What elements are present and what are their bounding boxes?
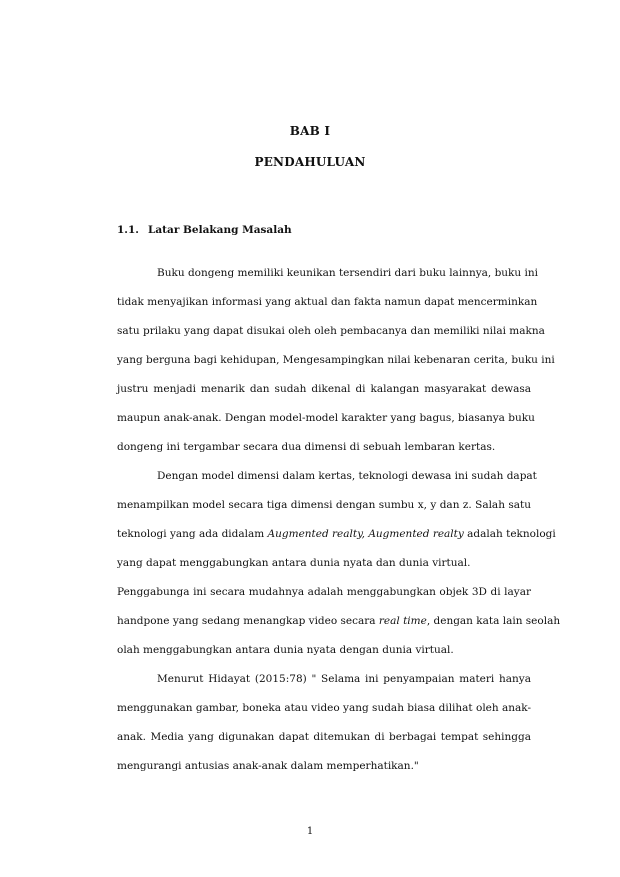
- chapter-number: BAB I: [289, 124, 331, 138]
- paragraph-line: maupun anak-anak. Dengan model-model karakter yang bagus, biasanya buku: [117, 412, 535, 424]
- paragraph-line: Buku dongeng memiliki keunikan tersendiri dari buku lainnya, buku ini: [157, 267, 538, 279]
- paragraph-line: [117, 614, 561, 628]
- text-run: teknologi yang ada didalam: [117, 528, 268, 540]
- text-run: adalah teknologi: [463, 528, 556, 540]
- paragraph-line: menggunakan gambar, boneka atau video yang sudah biasa dilihat oleh anak-: [117, 702, 531, 714]
- paragraph-line: [117, 527, 556, 541]
- paragraph-line: menampilkan model secara tiga dimensi dengan sumbu x, y dan z. Salah satu: [117, 499, 531, 511]
- paragraph-line: dongeng ini tergambar secara dua dimensi di sebuah lembaran kertas.: [117, 441, 496, 453]
- section-heading: [117, 224, 292, 236]
- paragraph-line: satu prilaku yang dapat disukai oleh oleh pembacanya dan memiliki nilai makna: [117, 325, 545, 337]
- paragraph-line: justru menjadi menarik dan sudah dikenal di kalangan masyarakat dewasa: [117, 383, 531, 395]
- section-title: Latar Belakang Masalah: [148, 224, 292, 236]
- italic-term: Augmented realty, Augmented realty: [267, 528, 464, 540]
- italic-term: real time: [378, 615, 427, 627]
- paragraph-line: yang dapat menggabungkan antara dunia nyata dan dunia virtual.: [117, 557, 471, 569]
- paragraph-line: Dengan model dimensi dalam kertas, teknologi dewasa ini sudah dapat: [157, 470, 537, 482]
- text-run: , dengan kata lain seolah: [426, 615, 561, 627]
- paragraph-line: anak. Media yang digunakan dapat ditemukan di berbagai tempat sehingga: [117, 731, 531, 743]
- paragraph-line: mengurangi antusias anak-anak dalam memperhatikan.": [117, 760, 419, 772]
- page-number: 1: [306, 826, 314, 837]
- paragraph-line: Penggabunga ini secara mudahnya adalah menggabungkan objek 3D di layar: [117, 586, 531, 598]
- paragraph-line: yang berguna bagi kehidupan, Mengesampingkan nilai kebenaran cerita, buku ini: [117, 354, 555, 366]
- paragraph-line: tidak menyajikan informasi yang aktual dan fakta namun dapat mencerminkan: [117, 296, 538, 308]
- section-number: 1.1.: [117, 224, 139, 236]
- paragraph-line: olah menggabungkan antara dunia nyata dengan dunia virtual.: [117, 644, 454, 656]
- paragraph-line: Menurut Hidayat (2015:78) " Selama ini penyampaian materi hanya: [157, 673, 531, 685]
- chapter-title: PENDAHULUAN: [254, 155, 366, 169]
- text-run: handpone yang sedang menangkap video secara: [117, 615, 379, 627]
